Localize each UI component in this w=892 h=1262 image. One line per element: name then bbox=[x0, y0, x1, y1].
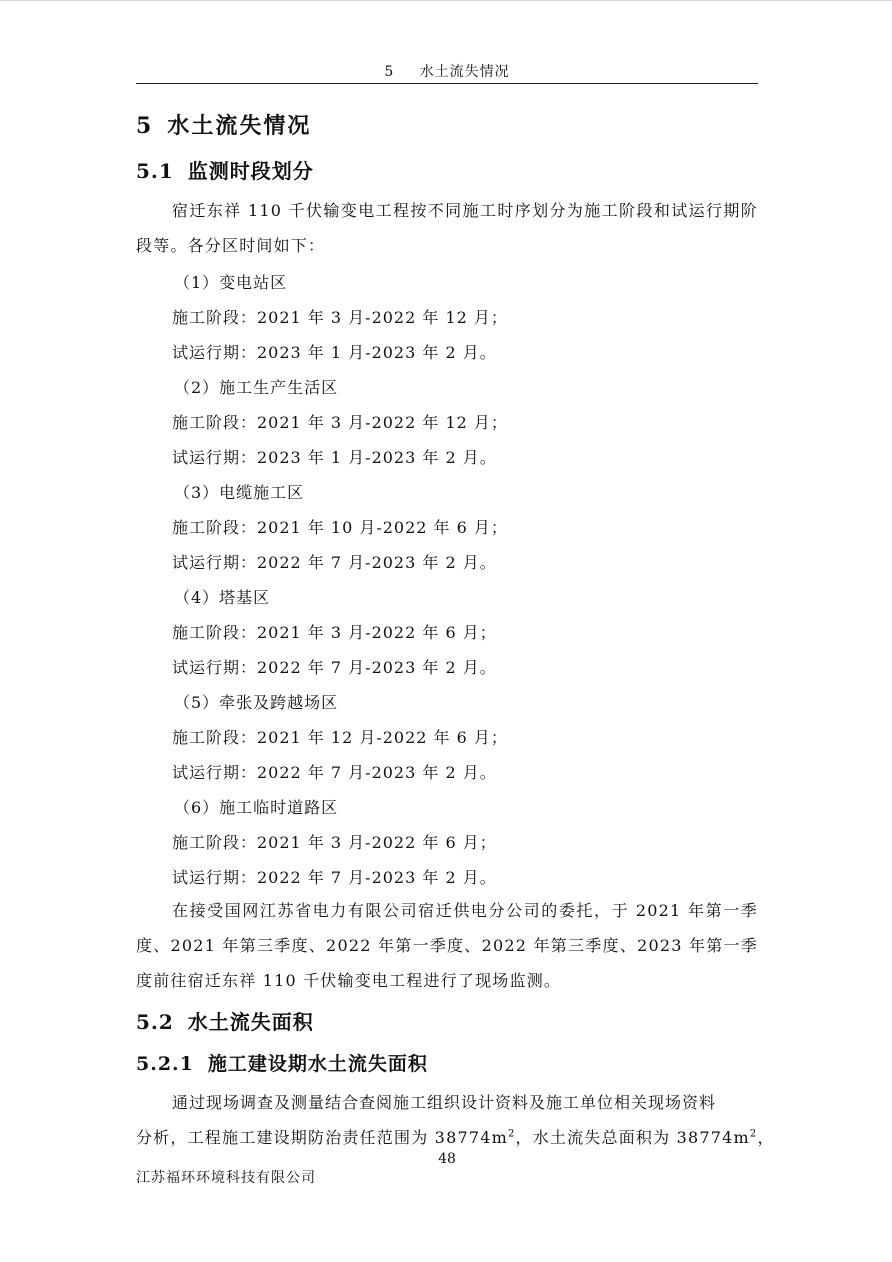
zone-label: （3）电缆施工区 bbox=[174, 483, 305, 502]
intro-paragraph bbox=[136, 193, 758, 263]
zone-trial-period: 试运行期：2023 年 1 月-2023 年 2 月。 bbox=[172, 448, 497, 467]
zone-construction-period: 施工阶段：2021 年 3 月-2022 年 12 月； bbox=[172, 413, 508, 432]
intro-paragraph-text: 宿迁东祥 110 千伏输变电工程按不同施工时序划分为施工阶段和试运行期阶段等。各分区时间如下： bbox=[136, 201, 758, 255]
running-header bbox=[136, 61, 758, 81]
area-paragraph-first-line: 通过现场调查及测量结合查阅施工组织设计资料及施工单位相关现场资料 bbox=[172, 1093, 717, 1112]
zone-construction-period: 施工阶段：2021 年 3 月-2022 年 6 月； bbox=[172, 833, 497, 852]
zone-trial-period: 试运行期：2023 年 1 月-2023 年 2 月。 bbox=[172, 343, 497, 362]
zone-label: （4）塔基区 bbox=[174, 588, 271, 607]
chapter-heading bbox=[136, 109, 311, 140]
section-title: 水土流失面积 bbox=[187, 1010, 314, 1034]
zone-trial-period: 试运行期：2022 年 7 月-2023 年 2 月。 bbox=[172, 763, 497, 782]
area-paragraph-second-line bbox=[136, 1125, 775, 1148]
section-heading-5-2 bbox=[136, 1006, 314, 1035]
zone-construction-period: 施工阶段：2021 年 10 月-2022 年 6 月； bbox=[172, 518, 508, 537]
superscript-two: 2 bbox=[507, 1128, 516, 1140]
zone-construction-period: 施工阶段：2021 年 3 月-2022 年 12 月； bbox=[172, 308, 508, 327]
zone-label: （5）牵张及跨越场区 bbox=[174, 693, 339, 712]
area-paragraph-text: 分析，工程施工建设期防治责任范围为 38774m bbox=[136, 1128, 508, 1147]
section-number: 5.1 bbox=[136, 159, 174, 183]
zone-trial-period: 试运行期：2022 年 7 月-2023 年 2 月。 bbox=[172, 658, 497, 677]
section-heading-5-1 bbox=[136, 155, 314, 184]
chapter-heading-title: 水土流失情况 bbox=[167, 113, 312, 139]
subsection-number: 5.2.1 bbox=[136, 1053, 194, 1075]
subsection-title: 施工建设期水土流失面积 bbox=[207, 1053, 428, 1075]
subsection-heading-5-2-1 bbox=[136, 1049, 428, 1076]
zone-label: （6）施工临时道路区 bbox=[174, 798, 339, 817]
area-paragraph-text: ，水土流失总面积为 38774m bbox=[515, 1128, 750, 1147]
section-title: 监测时段划分 bbox=[187, 159, 314, 183]
zone-trial-period: 试运行期：2022 年 7 月-2023 年 2 月。 bbox=[172, 868, 497, 887]
area-paragraph-text: ， bbox=[757, 1128, 775, 1147]
section-number: 5.2 bbox=[136, 1010, 174, 1034]
page-number: 48 bbox=[438, 1151, 456, 1167]
header-chapter-number: 5 bbox=[384, 64, 395, 80]
header-chapter-title: 水土流失情况 bbox=[419, 64, 510, 80]
chapter-heading-number: 5 bbox=[136, 113, 154, 139]
monitoring-paragraph bbox=[136, 893, 758, 998]
monitoring-paragraph-text: 在接受国网江苏省电力有限公司宿迁供电分公司的委托，于 2021 年第一季度、2021 年第三季度、2022 年第一季度、2022 年第三季度、2023 年第一季度前往宿迁东祥 110 千伏输变电工程进行了现场监测。 bbox=[136, 901, 758, 990]
zone-label: （1）变电站区 bbox=[174, 273, 288, 292]
superscript-two: 2 bbox=[749, 1128, 758, 1140]
zone-label: （2）施工生产生活区 bbox=[174, 378, 339, 397]
zone-construction-period: 施工阶段：2021 年 12 月-2022 年 6 月； bbox=[172, 728, 508, 747]
footer-company-name: 江苏福环环境科技有限公司 bbox=[136, 1170, 316, 1186]
header-rule bbox=[136, 83, 758, 84]
zone-trial-period: 试运行期：2022 年 7 月-2023 年 2 月。 bbox=[172, 553, 497, 572]
zone-construction-period: 施工阶段：2021 年 3 月-2022 年 6 月； bbox=[172, 623, 497, 642]
page-top-border bbox=[0, 0, 892, 1]
